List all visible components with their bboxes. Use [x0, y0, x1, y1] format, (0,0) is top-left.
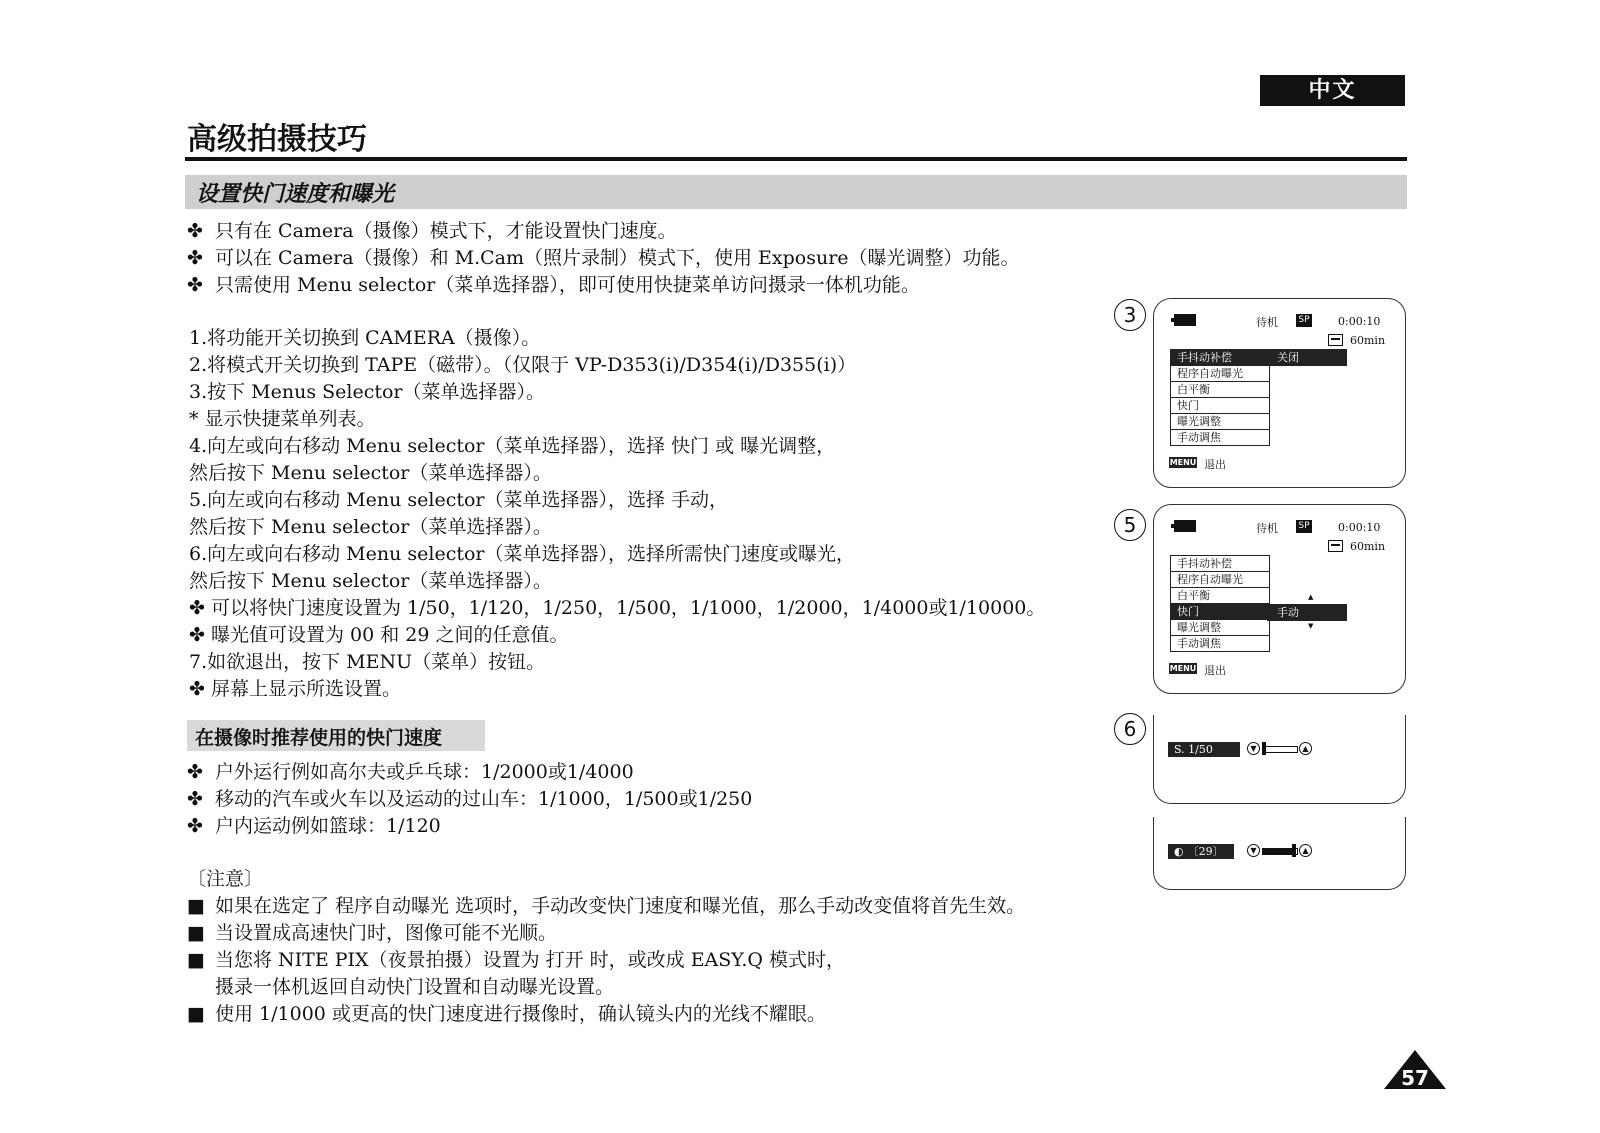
notes-title: 〔注意〕 — [187, 868, 264, 890]
recommended-item — [187, 760, 634, 784]
menu-item-white-balance[interactable]: 白平衡 — [1171, 382, 1269, 398]
bullet-text: 移动的汽车或火车以及运动的过山车：1/1000，1/500或1/250 — [215, 788, 753, 810]
bullet-text: 摄录一体机返回自动快门设置和自动曝光设置。 — [215, 976, 615, 998]
step-line: 7.如欲退出，按下 MENU（菜单）按钮。 — [189, 651, 546, 673]
step-line: 然后按下 Menu selector（菜单选择器）。 — [189, 570, 552, 592]
note-item — [187, 894, 1025, 918]
bullet-marker: ■ — [187, 895, 205, 917]
menu-item-manual-focus[interactable]: 手动调焦 — [1177, 637, 1221, 650]
figure-number-5: 5 — [1114, 509, 1146, 541]
slider-knob — [1292, 844, 1296, 857]
figure-number-6: 6 — [1114, 713, 1146, 745]
note-item — [187, 921, 557, 945]
bullet-marker: ✤ — [187, 220, 203, 242]
bullet-marker: ■ — [187, 1003, 205, 1025]
page-number: 57 — [1401, 1066, 1429, 1090]
note-item — [187, 975, 614, 999]
exposure-label — [1168, 844, 1234, 859]
exit-label: 退出 — [1204, 664, 1226, 677]
step-line: 3.按下 Menus Selector（菜单选择器）。 — [189, 381, 546, 403]
step-line: 1.将功能开关切换到 CAMERA（摄像）。 — [189, 327, 541, 349]
menu-item-dis[interactable]: 手抖动补偿 — [1171, 350, 1269, 366]
tape-icon — [1328, 334, 1343, 346]
menu-item-program-ae[interactable]: 程序自动曝光 — [1171, 366, 1269, 382]
menu-item-manual-focus[interactable]: 手动调焦 — [1177, 431, 1221, 444]
step-line: 然后按下 Menu selector（菜单选择器）。 — [189, 462, 552, 484]
intro-bullet — [187, 246, 1020, 270]
menu-key-icon: MENU — [1169, 458, 1197, 467]
recommended-title: 在摄像时推荐使用的快门速度 — [195, 727, 443, 749]
quick-menu — [1170, 349, 1270, 446]
menu-item-program-ae[interactable]: 程序自动曝光 — [1171, 572, 1269, 588]
bullet-marker: ✤ — [187, 274, 203, 296]
intro-bullet — [187, 219, 677, 243]
bullet-text: 当您将 NITE PIX（夜景拍摄）设置为 打开 时，或改成 EASY.Q 模式时， — [215, 949, 846, 971]
bullet-text: 户外运行例如高尔夫或乒乓球：1/2000或1/4000 — [215, 761, 634, 783]
menu-item-dis[interactable]: 手抖动补偿 — [1171, 556, 1269, 572]
down-button-icon: ▼ — [1247, 742, 1260, 755]
exposure-value: 〔29〕 — [1187, 845, 1224, 858]
bullet-text: 当设置成高速快门时，图像可能不光顺。 — [215, 922, 558, 944]
menu-item-shutter[interactable]: 快门 — [1171, 398, 1269, 414]
step-line: ✤ 屏幕上显示所选设置。 — [189, 678, 401, 700]
menu-item-white-balance[interactable]: 白平衡 — [1171, 588, 1269, 604]
step-line: ✤ 可以将快门速度设置为 1/50，1/120，1/250，1/500，1/1000，1/2000，1/4000或1/10000。 — [189, 597, 1046, 619]
bullet-marker: ✤ — [187, 815, 203, 837]
up-button-icon: ▲ — [1299, 742, 1312, 755]
page-title: 高级拍摄技巧 — [187, 122, 367, 157]
bullet-text: 只有在 Camera（摄像）模式下，才能设置快门速度。 — [215, 220, 677, 242]
section-title: 设置快门速度和曝光 — [196, 181, 395, 207]
sp-icon: SP — [1296, 520, 1312, 533]
bullet-text: 如果在选定了 程序自动曝光 选项时，手动改变快门速度和曝光值，那么手动改变值将首先生效。 — [215, 895, 1026, 917]
standby-label: 待机 — [1256, 522, 1278, 535]
exposure-icon: ◐ — [1174, 845, 1184, 858]
scroll-down-icon: ▼ — [1308, 622, 1314, 630]
bullet-marker: ✤ — [187, 761, 203, 783]
step-line: 2.将模式开关切换到 TAPE（磁带）。（仅限于 VP-D353(i)/D354(i)/D355(i)） — [189, 354, 857, 376]
lcd-screen-5 — [1153, 504, 1406, 694]
time-counter: 0:00:10 — [1338, 521, 1381, 534]
battery-icon — [1174, 520, 1196, 532]
slider-knob — [1262, 742, 1266, 755]
step-line: 5.向左或向右移动 Menu selector（菜单选择器），选择 手动， — [189, 489, 729, 511]
recommended-item — [187, 814, 441, 838]
title-rule — [185, 157, 1407, 161]
exit-label: 退出 — [1204, 458, 1226, 471]
remaining-time: 60min — [1350, 334, 1386, 347]
menu-value-manual: 手动 — [1267, 604, 1347, 621]
language-badge: 中文 — [1260, 75, 1405, 106]
step-line: ✤ 曝光值可设置为 00 和 29 之间的任意值。 — [189, 624, 569, 646]
up-button-icon: ▲ — [1299, 844, 1312, 857]
menu-item-shutter[interactable]: 快门 — [1171, 604, 1269, 620]
note-item — [187, 948, 845, 972]
bullet-marker: ✤ — [187, 788, 203, 810]
scroll-up-icon: ▲ — [1308, 593, 1314, 601]
figure-number-3: 3 — [1114, 299, 1146, 331]
menu-item-exposure[interactable]: 曝光调整 — [1171, 620, 1269, 636]
bullet-marker: ✤ — [187, 247, 203, 269]
bullet-text: 可以在 Camera（摄像）和 M.Cam（照片录制）模式下，使用 Exposure（曝光调整）功能。 — [215, 247, 1020, 269]
recommended-item — [187, 787, 752, 811]
step-line: * 显示快捷菜单列表。 — [189, 408, 376, 430]
remaining-time: 60min — [1350, 540, 1386, 553]
bullet-marker: ■ — [187, 922, 205, 944]
shutter-speed-label: S. 1/50 — [1168, 742, 1240, 757]
bullet-marker: ■ — [187, 949, 205, 971]
sp-icon: SP — [1296, 314, 1312, 327]
intro-bullet — [187, 273, 920, 297]
menu-value-off: 关闭 — [1267, 349, 1347, 366]
shutter-slider — [1262, 746, 1298, 753]
step-line: 4.向左或向右移动 Menu selector（菜单选择器），选择 快门 或 曝光调整， — [189, 435, 836, 457]
battery-icon — [1174, 314, 1196, 326]
step-line: 6.向左或向右移动 Menu selector（菜单选择器），选择所需快门速度或曝光， — [189, 543, 855, 565]
down-button-icon: ▼ — [1247, 844, 1260, 857]
slider-fill — [1263, 849, 1295, 854]
lcd-screen-3 — [1153, 298, 1406, 488]
quick-menu — [1170, 555, 1270, 652]
menu-item-exposure[interactable]: 曝光调整 — [1171, 414, 1269, 430]
bullet-text: 使用 1/1000 或更高的快门速度进行摄像时，确认镜头内的光线不耀眼。 — [215, 1003, 826, 1025]
bullet-text: 只需使用 Menu selector（菜单选择器），即可使用快捷菜单访问摄录一体机功能。 — [215, 274, 920, 296]
note-item — [187, 1002, 826, 1026]
bullet-text: 户内运动例如篮球：1/120 — [215, 815, 441, 837]
step-line: 然后按下 Menu selector（菜单选择器）。 — [189, 516, 552, 538]
menu-key-icon: MENU — [1169, 664, 1197, 673]
lcd-screen-6a — [1153, 715, 1406, 804]
tape-icon — [1328, 540, 1343, 552]
time-counter: 0:00:10 — [1338, 315, 1381, 328]
lcd-screen-6b — [1153, 817, 1406, 890]
standby-label: 待机 — [1256, 316, 1278, 329]
